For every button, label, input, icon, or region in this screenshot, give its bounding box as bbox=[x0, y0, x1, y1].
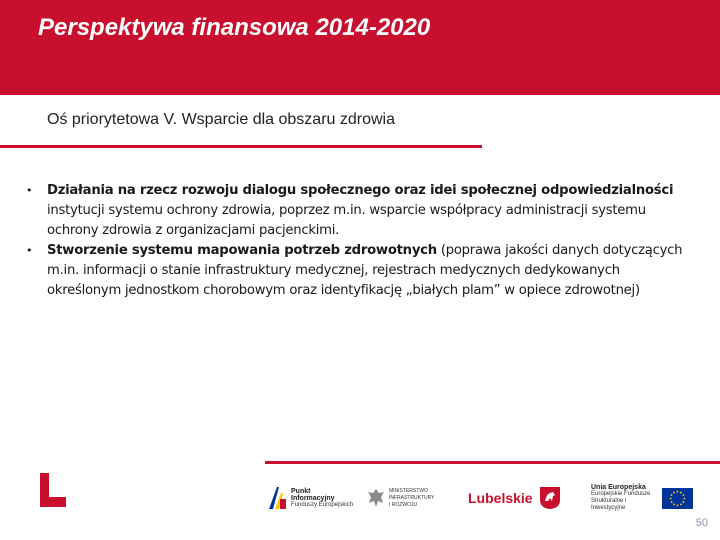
bullet-dot-icon: • bbox=[26, 184, 33, 197]
bullet-text: instytucji systemu ochrony zdrowia, poprzez m.in. wsparcie współpracy administracji systemu ochrony zdrowia z organizacjami pacjenckimi. bbox=[47, 203, 646, 238]
lubelskie-coat-of-arms-icon bbox=[539, 486, 561, 510]
unia-europejska-logo: Unia Europejska Europejskie Fundusze Strukturalne i Inwestycyjne bbox=[591, 480, 693, 516]
punkt-informacyjny-logo: Punkt Informacyjny Funduszy Europejskich bbox=[267, 480, 353, 516]
footer-divider bbox=[265, 461, 720, 464]
bullet-item bbox=[26, 241, 696, 301]
lubelskie-l-logo-icon bbox=[38, 473, 68, 507]
bullet-bold-text: Działania na rzecz rozwoju dialogu społecznego oraz idei społecznej odpowiedzialności bbox=[47, 183, 674, 198]
slide-subtitle: Oś priorytetowa V. Wsparcie dla obszaru zdrowia bbox=[47, 111, 395, 128]
eagle-emblem-icon bbox=[367, 487, 385, 509]
footer-logos bbox=[263, 480, 693, 516]
fe-logo-icon bbox=[267, 485, 287, 511]
slide-title: Perspektywa finansowa 2014-2020 bbox=[38, 14, 431, 41]
lubelskie-logo: Lubelskie bbox=[468, 480, 561, 516]
bullet-item bbox=[26, 181, 696, 241]
subtitle-divider bbox=[0, 145, 482, 148]
header-bar bbox=[0, 0, 720, 95]
eu-flag-icon bbox=[662, 487, 693, 510]
ministerstwo-logo: MINISTERSTWO INFRASTRUKTURY I ROZWOJU bbox=[367, 480, 434, 516]
bullet-text: (poprawa jakości danych dotyczących m.in. informacji o stanie infrastruktury medycznej, rejestrach medycznych dedykowanych określonym jednostkom chorobowym oraz identyfikację „białych plam” w opiece zdrowotnej) bbox=[47, 243, 683, 298]
bullet-bold-text: Stworzenie systemu mapowania potrzeb zdrowotnych bbox=[47, 243, 437, 258]
bullet-dot-icon: • bbox=[26, 244, 33, 257]
page-number: 50 bbox=[695, 517, 708, 529]
bullet-list bbox=[26, 181, 696, 301]
